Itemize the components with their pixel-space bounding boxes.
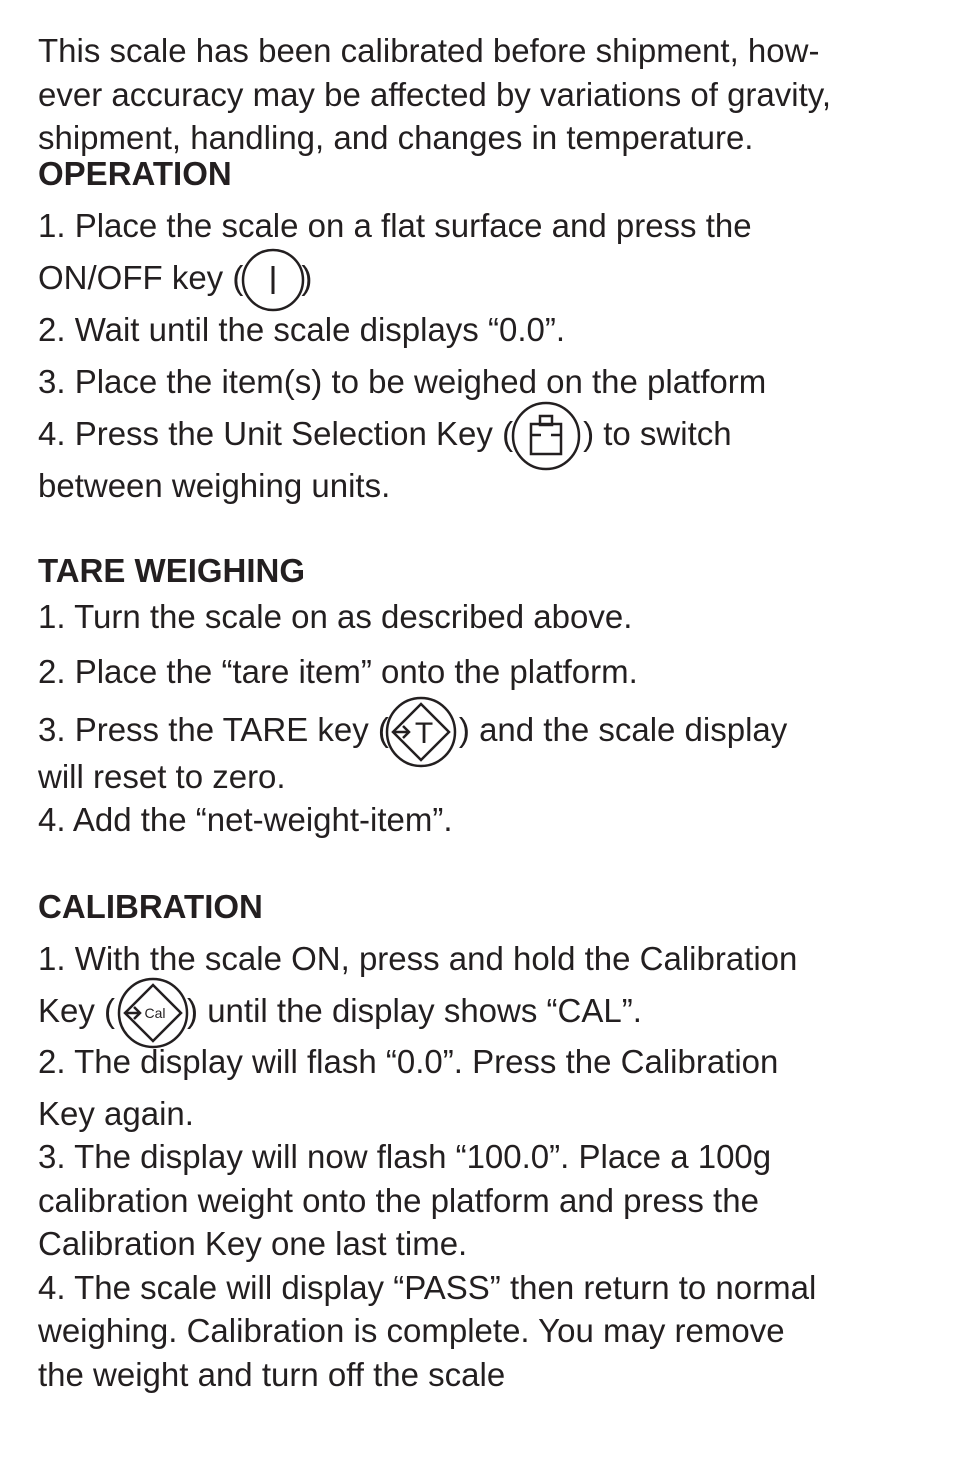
calibration-step-4-line-1: 4. The scale will display “PASS” then return to normal	[38, 1269, 817, 1306]
calibration-step-1-line-1: 1. With the scale ON, press and hold the Calibration	[38, 940, 798, 977]
operation-step-4-suffix: ) to switch	[583, 415, 732, 452]
operation-step-4-line-2: between weighing units.	[38, 467, 391, 504]
operation-step-1-line-2	[38, 258, 312, 298]
operation-step-1-prefix: ON/OFF key (	[38, 259, 244, 296]
tare-step-2: 2. Place the “tare item” onto the platform.	[38, 653, 638, 690]
tare-step-4: 4. Add the “net-weight-item”.	[38, 801, 453, 838]
intro-line-3: shipment, handling, and changes in temperature.	[38, 119, 754, 156]
intro-line-1: This scale has been calibrated before shipment, how-	[38, 32, 820, 69]
tare-step-3-prefix: 3. Press the TARE key (	[38, 711, 389, 748]
power-key-icon	[239, 248, 311, 312]
calibration-icon-label: Cal	[144, 1005, 166, 1022]
operation-step-2: 2. Wait until the scale displays “0.0”.	[38, 311, 566, 348]
tare-step-3-line-1	[38, 710, 787, 751]
calibration-step-4-line-3: the weight and turn off the scale	[38, 1356, 506, 1393]
calibration-step-1-line-2	[38, 991, 642, 1032]
unit-selection-key-icon	[509, 398, 589, 474]
calibration-heading: CALIBRATION	[38, 888, 263, 925]
operation-step-1-line-1: 1. Place the scale on a flat surface and press the	[38, 207, 752, 244]
calibration-key-icon	[113, 976, 195, 1050]
operation-heading: OPERATION	[38, 155, 232, 192]
intro-line-2: ever accuracy may be affected by variations of gravity,	[38, 76, 831, 113]
calibration-step-3-line-3: Calibration Key one last time.	[38, 1225, 468, 1262]
operation-step-1-suffix: )	[301, 259, 313, 296]
calibration-step-1-suffix: ) until the display shows “CAL”.	[187, 992, 642, 1029]
tare-icon-letter: T	[414, 717, 434, 751]
calibration-step-1-prefix: Key (	[38, 992, 116, 1029]
calibration-step-3-line-2: calibration weight onto the platform and press the	[38, 1182, 759, 1219]
calibration-step-2-line-1: 2. The display will flash “0.0”. Press the Calibration	[38, 1043, 779, 1080]
operation-step-4-prefix: 4. Press the Unit Selection Key (	[38, 415, 514, 452]
operation-step-3: 3. Place the item(s) to be weighed on the platform	[38, 363, 767, 400]
tare-heading: TARE WEIGHING	[38, 552, 306, 589]
calibration-step-3-line-1: 3. The display will now flash “100.0”. Place a 100g	[38, 1138, 772, 1175]
calibration-step-2-line-2: Key again.	[38, 1095, 194, 1132]
tare-step-3-line-2: will reset to zero.	[38, 758, 286, 795]
tare-step-1: 1. Turn the scale on as described above.	[38, 598, 633, 635]
tare-key-icon	[385, 695, 465, 769]
operation-step-4-line-1	[38, 414, 732, 456]
tare-step-3-suffix: ) and the scale display	[458, 711, 788, 748]
calibration-step-4-line-2: weighing. Calibration is complete. You may remove	[38, 1312, 785, 1349]
